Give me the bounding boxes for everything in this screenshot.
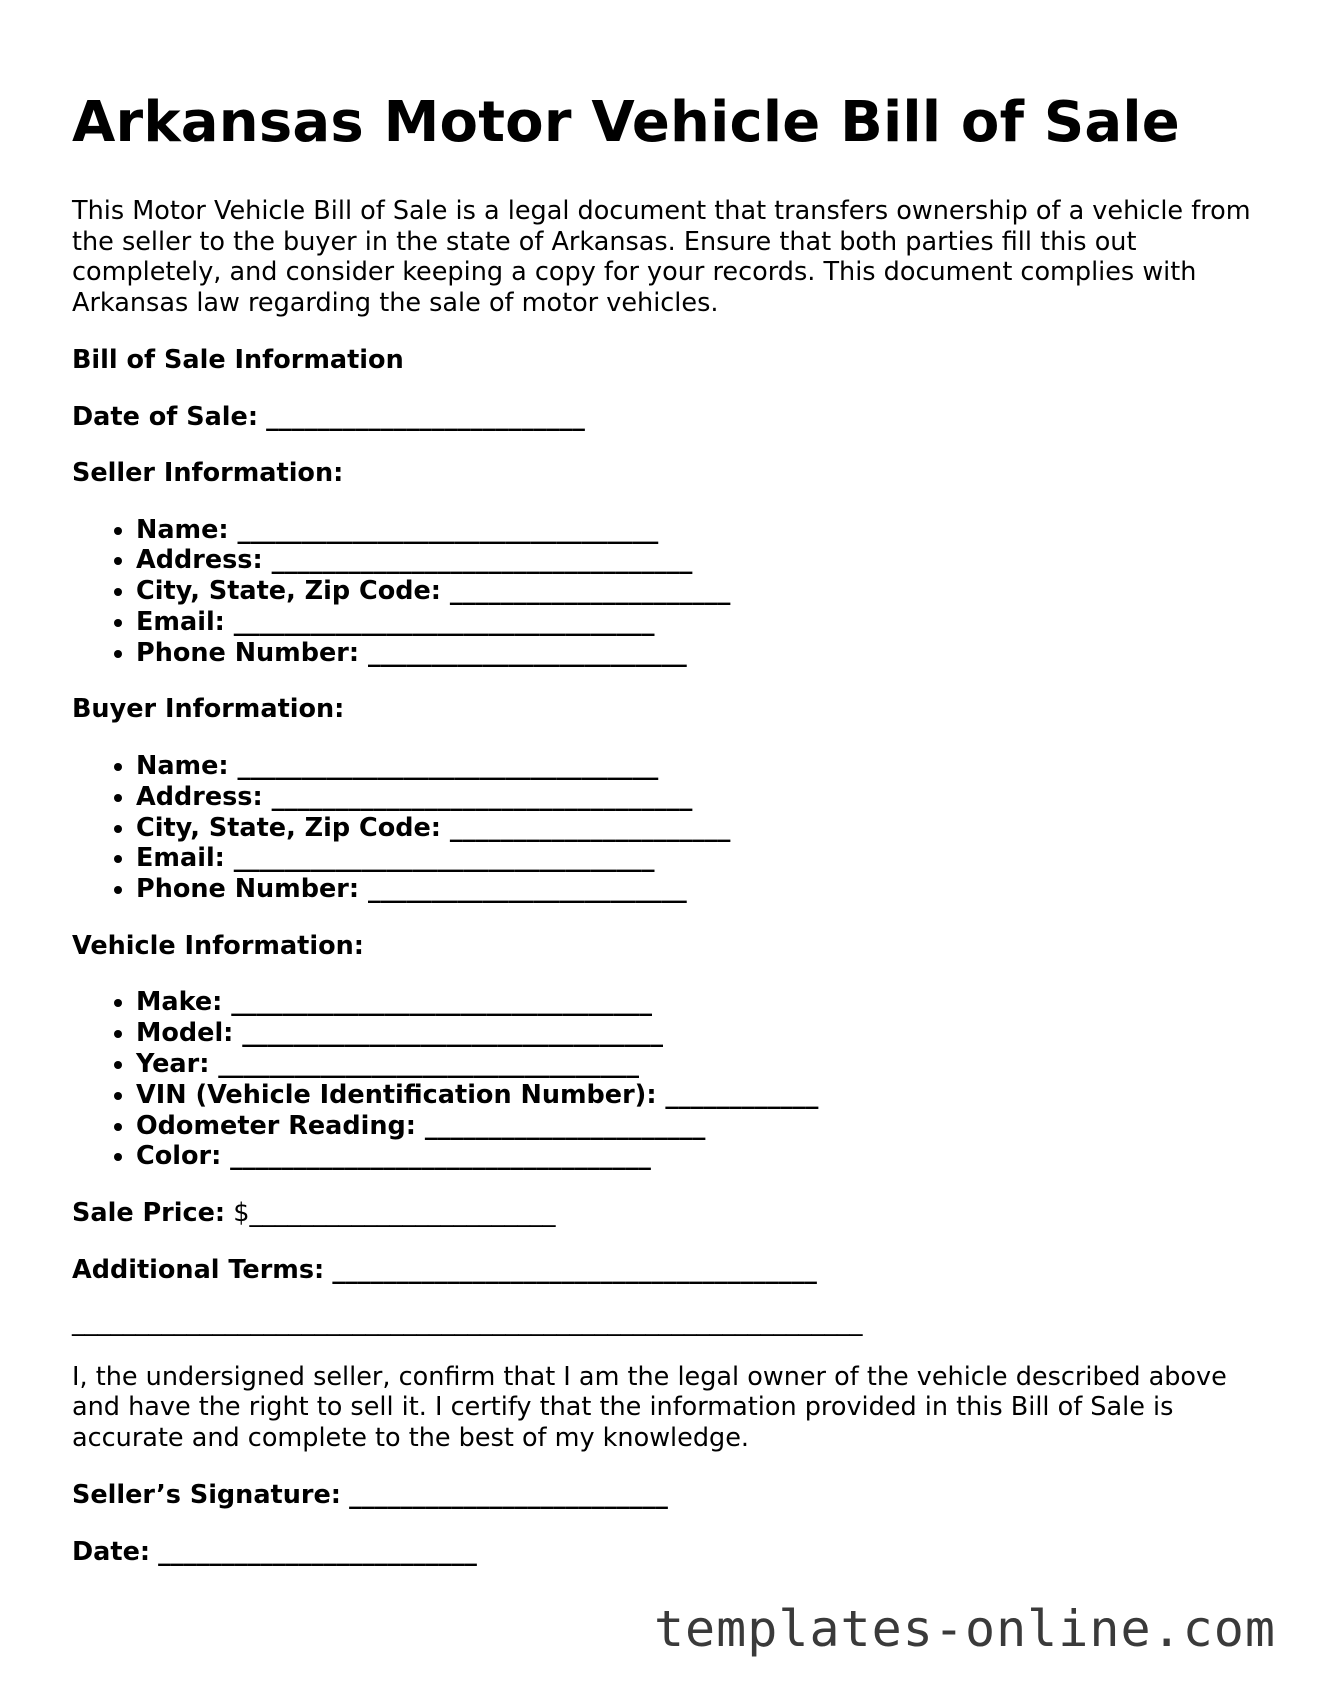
vehicle-year-blank[interactable]: _________________________________ xyxy=(218,1049,640,1080)
list-item xyxy=(136,751,1262,782)
vehicle-fields-list xyxy=(72,987,1262,1172)
list-item xyxy=(136,515,1262,546)
buyer-name-label: Name: xyxy=(136,750,229,781)
list-item xyxy=(136,1018,1262,1049)
list-item xyxy=(136,987,1262,1018)
signature-date-label: Date: xyxy=(72,1536,151,1567)
vehicle-vin-blank[interactable]: ____________ xyxy=(665,1079,819,1110)
sale-price-label: Sale Price: xyxy=(72,1198,226,1229)
vehicle-heading: Vehicle Information: xyxy=(72,930,364,961)
list-item xyxy=(136,782,1262,813)
buyer-city-blank[interactable]: ______________________ xyxy=(449,812,731,843)
list-item xyxy=(136,576,1262,607)
document-page xyxy=(72,88,1262,1593)
vehicle-odometer-label: Odometer Reading: xyxy=(136,1110,416,1141)
document-title: Arkansas Motor Vehicle Bill of Sale xyxy=(72,90,1180,155)
seller-city-blank[interactable]: ______________________ xyxy=(449,576,731,607)
buyer-phone-blank[interactable]: _________________________ xyxy=(367,874,687,905)
vehicle-year-label: Year: xyxy=(136,1049,210,1080)
list-item xyxy=(136,1111,1262,1142)
additional-terms-blank[interactable]: ______________________________________ xyxy=(332,1254,817,1285)
buyer-heading: Buyer Information: xyxy=(72,694,345,725)
intro-paragraph: This Motor Vehicle Bill of Sale is a legal document that transfers ownership of a vehicle from the seller to the buyer in the state of Arkansas. Ensure that both parties fill this out completely, and consider keeping a copy for your records. This document complies with Arkansas law regarding the sale of motor vehicles. xyxy=(72,196,1251,318)
signature-date-blank[interactable]: _________________________ xyxy=(158,1536,477,1567)
seller-statement: I, the undersigned seller, confirm that I am the legal owner of the vehicle described above and have the right to sell it. I certify that the information provided in this Bill of Sale is accurate and complete to the best of my knowledge. xyxy=(72,1361,1227,1453)
signature-date-field xyxy=(72,1537,1262,1568)
seller-fields-list xyxy=(72,515,1262,669)
seller-name-blank[interactable]: _________________________________ xyxy=(237,514,659,545)
seller-signature-label: Seller’s Signature: xyxy=(72,1480,341,1511)
additional-terms-label: Additional Terms: xyxy=(72,1254,325,1285)
seller-city-label: City, State, Zip Code: xyxy=(136,576,442,607)
list-item xyxy=(136,813,1262,844)
buyer-name-blank[interactable]: _________________________________ xyxy=(237,750,659,781)
list-item xyxy=(136,1141,1262,1172)
list-item xyxy=(136,874,1262,905)
vehicle-vin-label: VIN (Vehicle Identification Number): xyxy=(136,1079,657,1110)
vehicle-make-label: Make: xyxy=(136,987,223,1018)
vehicle-make-blank[interactable]: _________________________________ xyxy=(231,987,652,1018)
seller-address-label: Address: xyxy=(136,545,263,576)
date-of-sale-label: Date of Sale: xyxy=(72,401,259,432)
list-item xyxy=(136,545,1262,576)
buyer-address-label: Address: xyxy=(136,781,263,812)
date-of-sale-blank[interactable]: _________________________ xyxy=(266,401,585,432)
list-item xyxy=(136,843,1262,874)
vehicle-color-blank[interactable]: _________________________________ xyxy=(230,1141,651,1172)
seller-signature-blank[interactable]: _________________________ xyxy=(349,1480,668,1511)
buyer-city-label: City, State, Zip Code: xyxy=(136,812,442,843)
seller-heading: Seller Information: xyxy=(72,458,344,488)
buyer-email-label: Email: xyxy=(136,843,225,874)
seller-signature-field xyxy=(72,1480,1262,1511)
vehicle-odometer-blank[interactable]: ______________________ xyxy=(424,1110,706,1141)
vehicle-model-label: Model: xyxy=(136,1018,234,1049)
seller-name-label: Name: xyxy=(136,514,229,545)
buyer-fields-list xyxy=(72,751,1262,905)
seller-email-blank[interactable]: _________________________________ xyxy=(233,606,655,637)
watermark-text: templates-online.com xyxy=(653,1600,1276,1658)
seller-phone-blank[interactable]: _________________________ xyxy=(367,637,687,668)
vehicle-color-label: Color: xyxy=(136,1141,222,1172)
sale-price-field xyxy=(72,1198,1262,1229)
currency-symbol: $ xyxy=(233,1198,250,1229)
additional-terms-field xyxy=(72,1255,1262,1286)
list-item xyxy=(136,638,1262,669)
list-item xyxy=(136,607,1262,638)
seller-address-blank[interactable]: _________________________________ xyxy=(271,545,693,576)
buyer-address-blank[interactable]: _________________________________ xyxy=(271,781,693,812)
buyer-phone-label: Phone Number: xyxy=(136,874,360,905)
seller-email-label: Email: xyxy=(136,606,225,637)
bill-of-sale-heading: Bill of Sale Information xyxy=(72,345,404,375)
date-of-sale-field xyxy=(72,402,1262,433)
list-item xyxy=(136,1049,1262,1080)
sale-price-blank[interactable]: ________________________ xyxy=(249,1198,556,1229)
vehicle-model-blank[interactable]: _________________________________ xyxy=(242,1018,664,1049)
additional-terms-extra-line[interactable]: ______________________________________________________________ xyxy=(72,1307,863,1338)
list-item xyxy=(136,1080,1262,1111)
buyer-email-blank[interactable]: _________________________________ xyxy=(233,843,655,874)
seller-phone-label: Phone Number: xyxy=(136,637,360,668)
